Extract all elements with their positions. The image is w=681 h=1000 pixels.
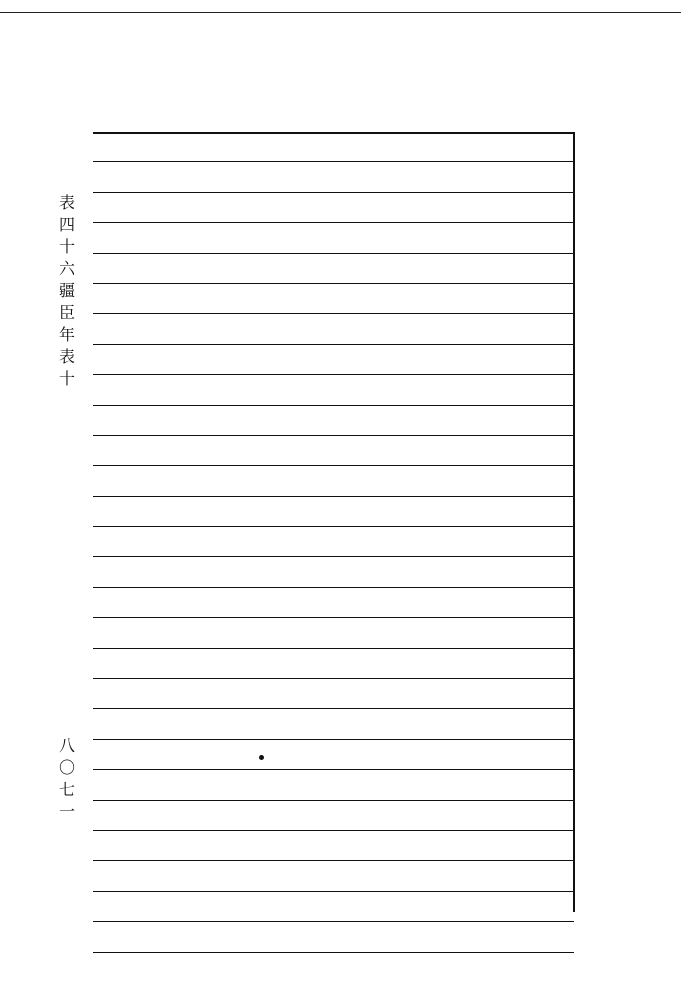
side-title: 表四十六 疆臣年表十 — [58, 193, 75, 388]
table-row — [93, 284, 574, 314]
year-table — [93, 132, 574, 953]
table-row — [93, 193, 574, 223]
ink-dot — [259, 755, 264, 760]
table-row — [93, 770, 574, 800]
table-row — [93, 162, 574, 192]
table-row — [93, 740, 574, 770]
table-row — [93, 345, 574, 375]
page-number: 八〇七一 — [58, 736, 75, 821]
top-rule — [0, 12, 681, 13]
table-row — [93, 375, 574, 405]
table-row — [93, 861, 574, 891]
table-row — [93, 223, 574, 253]
table-row — [93, 831, 574, 861]
table-row — [93, 709, 574, 739]
table-row — [93, 497, 574, 527]
table-row — [93, 618, 574, 648]
table-row — [93, 436, 574, 466]
table-row — [93, 254, 574, 284]
table-row — [93, 527, 574, 557]
top-border — [93, 132, 574, 134]
table-row — [93, 588, 574, 618]
table-row — [93, 314, 574, 344]
table-row — [93, 679, 574, 709]
table-row — [93, 922, 574, 952]
table-row — [93, 466, 574, 496]
row-divider — [93, 952, 574, 953]
table-row — [93, 649, 574, 679]
table-row — [93, 892, 574, 922]
table-row — [93, 557, 574, 587]
table-row — [93, 801, 574, 831]
table-row — [93, 132, 574, 162]
table-row — [93, 406, 574, 436]
